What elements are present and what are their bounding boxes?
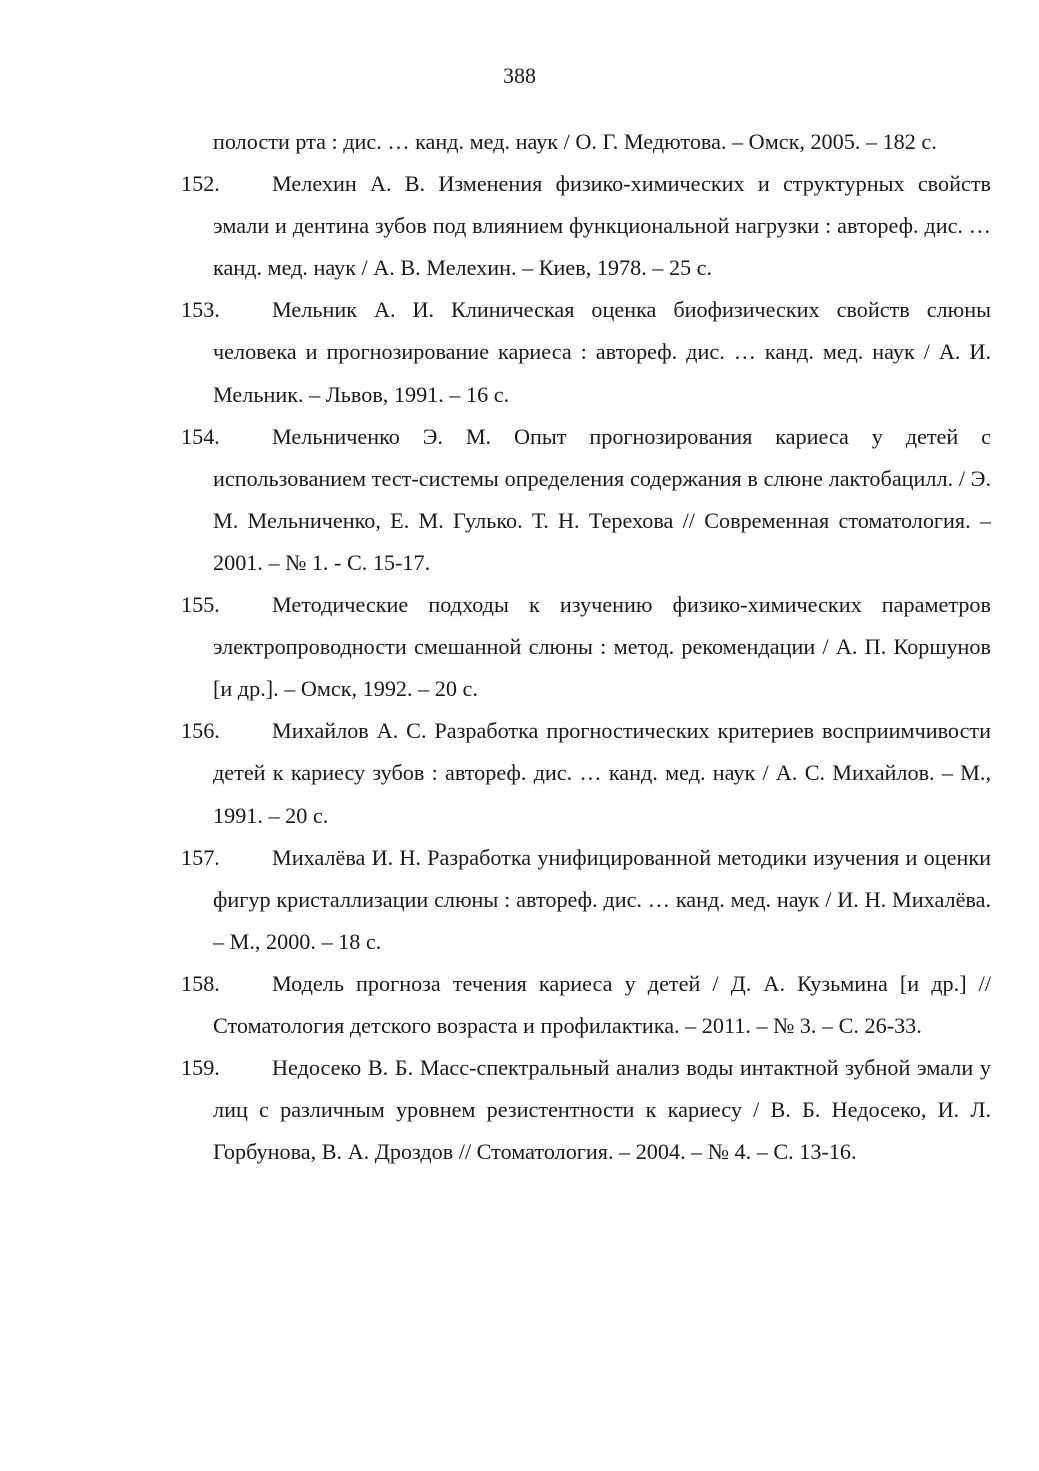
reference-text: Мельник А. И. Клиническая оценка биофизических свойств слюны человека и прогнозирование кариеса : автореф. дис. … канд. мед. наук / А. И. Мельник. – Львов, 1991. – 16 с. xyxy=(213,297,991,407)
reference-text: Михайлов А. С. Разработка прогностических критериев восприимчивости детей к кариесу зубов : автореф. дис. … канд. мед. наук / А. С. Михайлов. – М., 1991. – 20 с. xyxy=(213,718,991,828)
reference-item-157 xyxy=(181,837,991,963)
reference-text: Модель прогноза течения кариеса у детей / Д. А. Кузьмина [и др.] // Стоматология детского возраста и профилактика. – 2011. – № 3. – С. 26-33. xyxy=(213,970,991,1038)
reference-text: Мельниченко Э. М. Опыт прогнозирования кариеса у детей с использованием тест-системы определения содержания в слюне лактобацилл. / Э. М. Мельниченко, Е. М. Гулько. Т. Н. Терехова // Современная стоматология. – 2001. – № 1. - С. 15-17. xyxy=(213,423,991,575)
reference-text: Методические подходы к изучению физико-химических параметров электропроводности смешанной слюны : метод. рекомендации / А. П. Коршунов [и др.]. – Омск, 1992. – 20 с. xyxy=(213,592,991,702)
reference-continuation: полости рта : дис. … канд. мед. наук / О. Г. Медютова. – Омск, 2005. – 182 с. xyxy=(213,129,937,154)
reference-number: 153. xyxy=(181,297,220,323)
reference-number: 156. xyxy=(181,718,220,744)
reference-item-153 xyxy=(181,289,991,415)
reference-number: 154. xyxy=(181,423,220,449)
reference-number: 155. xyxy=(181,592,220,618)
reference-number: 159. xyxy=(181,1055,220,1081)
reference-number: 157. xyxy=(181,844,220,870)
reference-item-158 xyxy=(181,963,991,1047)
reference-number: 152. xyxy=(181,171,220,197)
reference-item-155 xyxy=(181,584,991,710)
reference-item-156 xyxy=(181,710,991,836)
reference-text: Михалёва И. Н. Разработка унифицированной методики изучения и оценки фигур кристаллизации слюны : автореф. дис. … канд. мед. наук / И. Н. Михалёва. – М., 2000. – 18 с. xyxy=(213,844,991,954)
reference-item-159 xyxy=(181,1047,991,1173)
reference-item-152 xyxy=(181,163,991,289)
reference-number: 158. xyxy=(181,970,220,996)
page-number: 388 xyxy=(503,63,536,88)
reference-list xyxy=(181,121,991,1173)
reference-text: Мелехин А. В. Изменения физико-химических и структурных свойств эмали и дентина зубов под влиянием функциональной нагрузки : автореф. дис. … канд. мед. наук / А. В. Мелехин. – Киев, 1978. – 25 с. xyxy=(213,171,991,281)
reference-item-154 xyxy=(181,416,991,584)
reference-text: Недосеко В. Б. Масс-спектральный анализ воды интактной зубной эмали у лиц с различным уровнем резистентности к кариесу / В. Б. Недосеко, И. Л. Горбунова, В. А. Дроздов // Стоматология. – 2004. – № 4. – С. 13-16. xyxy=(213,1055,991,1165)
